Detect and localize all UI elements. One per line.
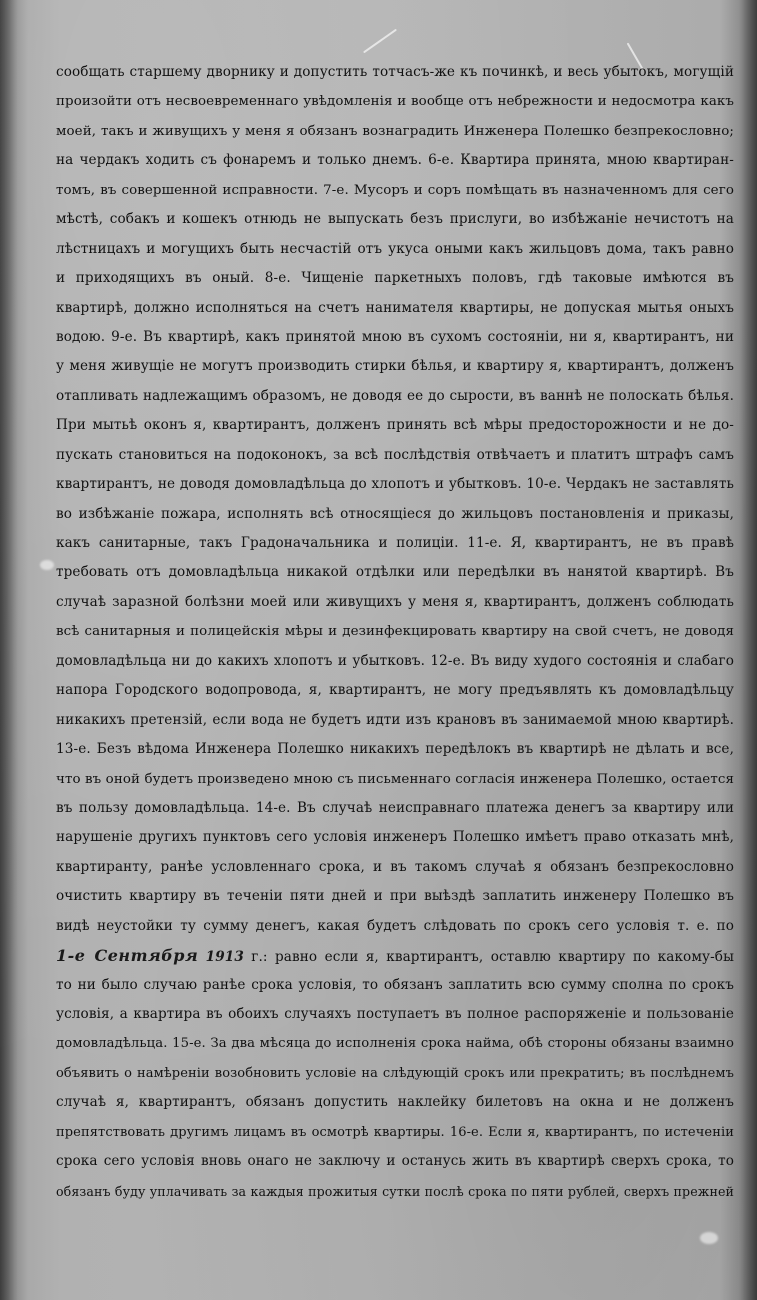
document-line: пускать становиться на подоконокъ, за всѣ послѣдствія отвѣчаетъ и платитъ штрафъ самъ: [56, 446, 734, 463]
document-line: квартирантъ, не доводя домовладѣльца до хлопотъ и убытковъ. 10-е. Чердакъ не заставлять: [56, 476, 734, 493]
printed-year: 1913: [205, 949, 244, 966]
paper-stain: [40, 560, 54, 570]
handwritten-date: 1-е Сентября: [56, 946, 199, 966]
document-line: водою. 9-е. Въ квартирѣ, какъ принятой мною въ сухомъ состояніи, ни я, квартирантъ, ни: [56, 328, 734, 345]
document-line: у меня живущіе не могутъ производить стирки бѣлья, и квартиру я, квартирантъ, долженъ: [56, 358, 734, 375]
document-line: обязанъ буду уплачивать за каждыя прожитыя сутки послѣ срока по пяти рублей, сверхъ прежней: [56, 1183, 734, 1199]
date-line-text: г.: равно если я, квартирантъ, оставлю квартиру по какому-бы: [251, 949, 734, 966]
right-edge-shadow: [739, 0, 757, 1300]
document-line: 13-е. Безъ вѣдома Инженера Полешко никакихъ передѣлокъ въ квартирѣ не дѣлать и все,: [56, 741, 734, 758]
document-line: очистить квартиру въ теченіи пяти дней и при выѣздѣ заплатить инженеру Полешко въ: [56, 888, 734, 905]
document-line: всѣ санитарныя и полицейскія мѣры и дезинфекцировать квартиру на свой счетъ, не доводя: [56, 624, 734, 640]
document-line: домовладѣльца ни до какихъ хлопотъ и убытковъ. 12-е. Въ виду худого состоянія и слабаго: [56, 652, 734, 669]
document-line: то ни было случаю ранѣе срока условія, то обязанъ заплатить всю сумму сполна по срокъ: [56, 976, 734, 993]
document-line: произойти отъ несвоевременнаго увѣдомленія и вообще отъ небрежности и недосмотра какъ: [56, 94, 734, 110]
document-line: томъ, въ совершенной исправности. 7-е. Мусоръ и соръ помѣщать въ назначенномъ для сего: [56, 182, 734, 198]
left-edge-shadow: [0, 0, 18, 1300]
document-line: отапливать надлежащимъ образомъ, не доводя ее до сырости, въ ваннѣ не полоскать бѣлья.: [56, 387, 734, 404]
document-line: видѣ неустойки ту сумму денегъ, какая будетъ слѣдовать по срокъ сего условія т. е. по: [56, 917, 734, 934]
document-line: во избѣжаніе пожара, исполнять всѣ относящіеся до жильцовъ постановленія и приказы,: [56, 505, 734, 522]
document-line: препятствовать другимъ лицамъ въ осмотрѣ квартиры. 16-е. Если я, квартирантъ, по истеченіи: [56, 1124, 734, 1140]
document-line: какъ санитарные, такъ Градоначальника и полиціи. 11-е. Я, квартирантъ, не въ правѣ: [56, 535, 734, 551]
document-line: что въ оной будетъ произведено мною съ письменнаго согласія инженера Полешко, остается: [56, 771, 734, 787]
document-line: домовладѣльца. 15-е. За два мѣсяца до исполненія срока найма, обѣ стороны обязаны взаимно: [56, 1036, 734, 1052]
document-line: напора Городского водопровода, я, квартирантъ, не могу предъявлять къ домовладѣльцу: [56, 682, 734, 699]
document-line: квартиранту, ранѣе условленнаго срока, и въ такомъ случаѣ я обязанъ безпрекословно: [56, 858, 734, 875]
document-line: квартирѣ, должно исполняться на счетъ нанимателя квартиры, не допуская мытья оныхъ: [56, 299, 734, 316]
document-line: сообщать старшему дворнику и допустить тотчасъ-же къ починкѣ, и весь убытокъ, могущій: [56, 64, 734, 80]
document-line: никакихъ претензій, если вода не будетъ идти изъ крановъ въ занимаемой мною квартирѣ.: [56, 711, 734, 728]
document-line: въ пользу домовладѣльца. 14-е. Въ случаѣ неисправнаго платежа денегъ за квартиру или: [56, 799, 734, 816]
document-line: При мытьѣ оконъ я, квартирантъ, долженъ принять всѣ мѣры предосторожности и не до-: [56, 417, 734, 434]
document-line: моей, такъ и живущихъ у меня я обязанъ вознаградить Инженера Полешко безпрекословно;: [56, 123, 734, 139]
document-line: требовать отъ домовладѣльца никакой отдѣлки или передѣлки въ нанятой квартирѣ. Въ: [56, 564, 734, 581]
document-line: мѣстѣ, собакъ и кошекъ отнюдь не выпускать безъ прислуги, во избѣжаніе нечистотъ на: [56, 211, 734, 228]
document-line: случаѣ я, квартирантъ, обязанъ допустить наклейку билетовъ на окна и не долженъ: [56, 1094, 734, 1111]
document-line: объявить о намѣреніи возобновить условіе на слѣдующій срокъ или прекратить; въ послѣднемъ: [56, 1065, 734, 1081]
paper-scratch: [363, 29, 397, 54]
document-line: и приходящихъ въ оный. 8-е. Чищеніе паркетныхъ половъ, гдѣ таковые имѣются въ: [56, 270, 734, 287]
document-line: срока сего условія вновь онаго не заключу и останусь жить въ квартирѣ сверхъ срока, то: [56, 1153, 734, 1170]
document-line: лѣстницахъ и могущихъ быть несчастій отъ укуса оными какъ жильцовъ дома, такъ равно: [56, 240, 734, 257]
paper-stain: [700, 1232, 718, 1244]
document-line: условія, а квартира въ обоихъ случаяхъ поступаетъ въ полное распоряженіе и пользованіе: [56, 1006, 734, 1022]
document-line: случаѣ заразной болѣзни моей или живущихъ у меня я, квартирантъ, долженъ соблюдать: [56, 593, 734, 610]
document-body-text: [56, 58, 734, 1206]
date-line: [56, 941, 734, 970]
document-line: на чердакъ ходить съ фонаремъ и только днемъ. 6-е. Квартира принята, мною квартиран-: [56, 152, 734, 169]
document-line: нарушеніе другихъ пунктовъ сего условія инженеръ Полешко имѣетъ право отказать мнѣ,: [56, 829, 734, 846]
